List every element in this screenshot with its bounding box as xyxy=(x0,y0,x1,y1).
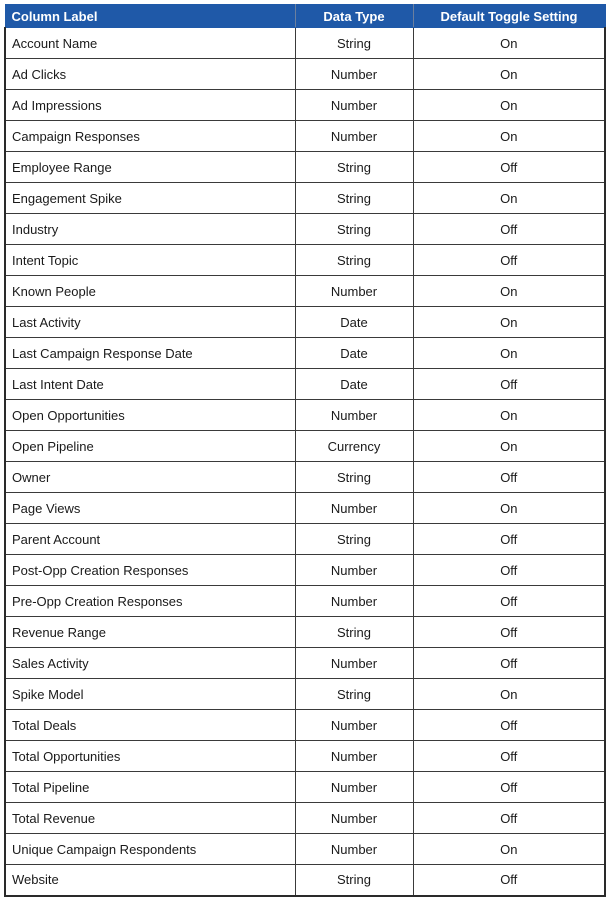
cell-default-toggle-setting: On xyxy=(413,400,605,431)
table-row xyxy=(5,307,605,338)
table-row xyxy=(5,555,605,586)
cell-column-label: Last Intent Date xyxy=(5,369,295,400)
table-row xyxy=(5,90,605,121)
column-settings-table-container xyxy=(4,4,604,897)
cell-column-label: Page Views xyxy=(5,493,295,524)
cell-default-toggle-setting: On xyxy=(413,338,605,369)
cell-column-label: Website xyxy=(5,865,295,896)
table-row xyxy=(5,648,605,679)
table-row xyxy=(5,338,605,369)
table-row xyxy=(5,59,605,90)
cell-default-toggle-setting: On xyxy=(413,307,605,338)
cell-data-type: Number xyxy=(295,710,413,741)
cell-data-type: Number xyxy=(295,400,413,431)
cell-default-toggle-setting: On xyxy=(413,834,605,865)
header-column-label: Column Label xyxy=(5,5,295,28)
table-row xyxy=(5,586,605,617)
cell-data-type: Number xyxy=(295,586,413,617)
cell-column-label: Employee Range xyxy=(5,152,295,183)
cell-data-type: Number xyxy=(295,121,413,152)
cell-column-label: Open Opportunities xyxy=(5,400,295,431)
cell-data-type: Number xyxy=(295,555,413,586)
table-row xyxy=(5,524,605,555)
cell-default-toggle-setting: Off xyxy=(413,245,605,276)
cell-column-label: Unique Campaign Respondents xyxy=(5,834,295,865)
cell-default-toggle-setting: Off xyxy=(413,741,605,772)
header-row xyxy=(5,5,605,28)
cell-data-type: String xyxy=(295,183,413,214)
cell-default-toggle-setting: Off xyxy=(413,865,605,896)
table-row xyxy=(5,679,605,710)
cell-default-toggle-setting: On xyxy=(413,121,605,152)
cell-data-type: String xyxy=(295,865,413,896)
table-row xyxy=(5,152,605,183)
table-row xyxy=(5,214,605,245)
cell-column-label: Last Campaign Response Date xyxy=(5,338,295,369)
table-row xyxy=(5,276,605,307)
cell-column-label: Total Deals xyxy=(5,710,295,741)
cell-column-label: Total Revenue xyxy=(5,803,295,834)
cell-default-toggle-setting: On xyxy=(413,493,605,524)
header-data-type: Data Type xyxy=(295,5,413,28)
table-row xyxy=(5,710,605,741)
table-row xyxy=(5,617,605,648)
cell-column-label: Spike Model xyxy=(5,679,295,710)
table-row xyxy=(5,834,605,865)
cell-data-type: Number xyxy=(295,493,413,524)
cell-column-label: Open Pipeline xyxy=(5,431,295,462)
cell-data-type: Date xyxy=(295,338,413,369)
cell-default-toggle-setting: On xyxy=(413,679,605,710)
cell-column-label: Known People xyxy=(5,276,295,307)
cell-default-toggle-setting: Off xyxy=(413,586,605,617)
cell-default-toggle-setting: Off xyxy=(413,617,605,648)
table-row xyxy=(5,462,605,493)
cell-default-toggle-setting: On xyxy=(413,183,605,214)
cell-data-type: String xyxy=(295,28,413,59)
cell-default-toggle-setting: Off xyxy=(413,524,605,555)
table-row xyxy=(5,400,605,431)
cell-data-type: Number xyxy=(295,772,413,803)
cell-default-toggle-setting: Off xyxy=(413,555,605,586)
cell-data-type: Number xyxy=(295,59,413,90)
cell-data-type: Number xyxy=(295,741,413,772)
cell-data-type: String xyxy=(295,214,413,245)
cell-data-type: Date xyxy=(295,307,413,338)
cell-column-label: Ad Clicks xyxy=(5,59,295,90)
cell-default-toggle-setting: Off xyxy=(413,648,605,679)
cell-default-toggle-setting: Off xyxy=(413,369,605,400)
cell-column-label: Intent Topic xyxy=(5,245,295,276)
cell-data-type: String xyxy=(295,679,413,710)
cell-column-label: Last Activity xyxy=(5,307,295,338)
cell-default-toggle-setting: On xyxy=(413,431,605,462)
cell-data-type: String xyxy=(295,245,413,276)
table-body xyxy=(5,28,605,896)
cell-data-type: Number xyxy=(295,834,413,865)
cell-data-type: String xyxy=(295,524,413,555)
cell-column-label: Total Pipeline xyxy=(5,772,295,803)
cell-default-toggle-setting: Off xyxy=(413,214,605,245)
cell-data-type: String xyxy=(295,462,413,493)
cell-default-toggle-setting: Off xyxy=(413,710,605,741)
cell-column-label: Post-Opp Creation Responses xyxy=(5,555,295,586)
table-row xyxy=(5,865,605,896)
table-row xyxy=(5,772,605,803)
cell-default-toggle-setting: Off xyxy=(413,152,605,183)
cell-column-label: Ad Impressions xyxy=(5,90,295,121)
table-row xyxy=(5,431,605,462)
cell-default-toggle-setting: On xyxy=(413,90,605,121)
cell-column-label: Account Name xyxy=(5,28,295,59)
cell-column-label: Total Opportunities xyxy=(5,741,295,772)
cell-data-type: Currency xyxy=(295,431,413,462)
cell-data-type: Date xyxy=(295,369,413,400)
table-row xyxy=(5,741,605,772)
cell-default-toggle-setting: Off xyxy=(413,803,605,834)
cell-data-type: Number xyxy=(295,276,413,307)
table-header xyxy=(5,5,605,28)
table-row xyxy=(5,121,605,152)
cell-column-label: Owner xyxy=(5,462,295,493)
cell-data-type: Number xyxy=(295,90,413,121)
table-row xyxy=(5,183,605,214)
cell-column-label: Pre-Opp Creation Responses xyxy=(5,586,295,617)
cell-data-type: String xyxy=(295,152,413,183)
cell-default-toggle-setting: Off xyxy=(413,772,605,803)
cell-data-type: Number xyxy=(295,648,413,679)
cell-column-label: Industry xyxy=(5,214,295,245)
header-default-toggle-setting: Default Toggle Setting xyxy=(413,5,605,28)
cell-data-type: Number xyxy=(295,803,413,834)
cell-default-toggle-setting: On xyxy=(413,276,605,307)
cell-column-label: Revenue Range xyxy=(5,617,295,648)
table-row xyxy=(5,28,605,59)
table-row xyxy=(5,493,605,524)
cell-column-label: Engagement Spike xyxy=(5,183,295,214)
table-row xyxy=(5,369,605,400)
table-row xyxy=(5,245,605,276)
cell-default-toggle-setting: Off xyxy=(413,462,605,493)
cell-column-label: Campaign Responses xyxy=(5,121,295,152)
cell-default-toggle-setting: On xyxy=(413,59,605,90)
cell-default-toggle-setting: On xyxy=(413,28,605,59)
table-row xyxy=(5,803,605,834)
column-settings-table xyxy=(4,4,606,897)
cell-column-label: Sales Activity xyxy=(5,648,295,679)
cell-data-type: String xyxy=(295,617,413,648)
cell-column-label: Parent Account xyxy=(5,524,295,555)
